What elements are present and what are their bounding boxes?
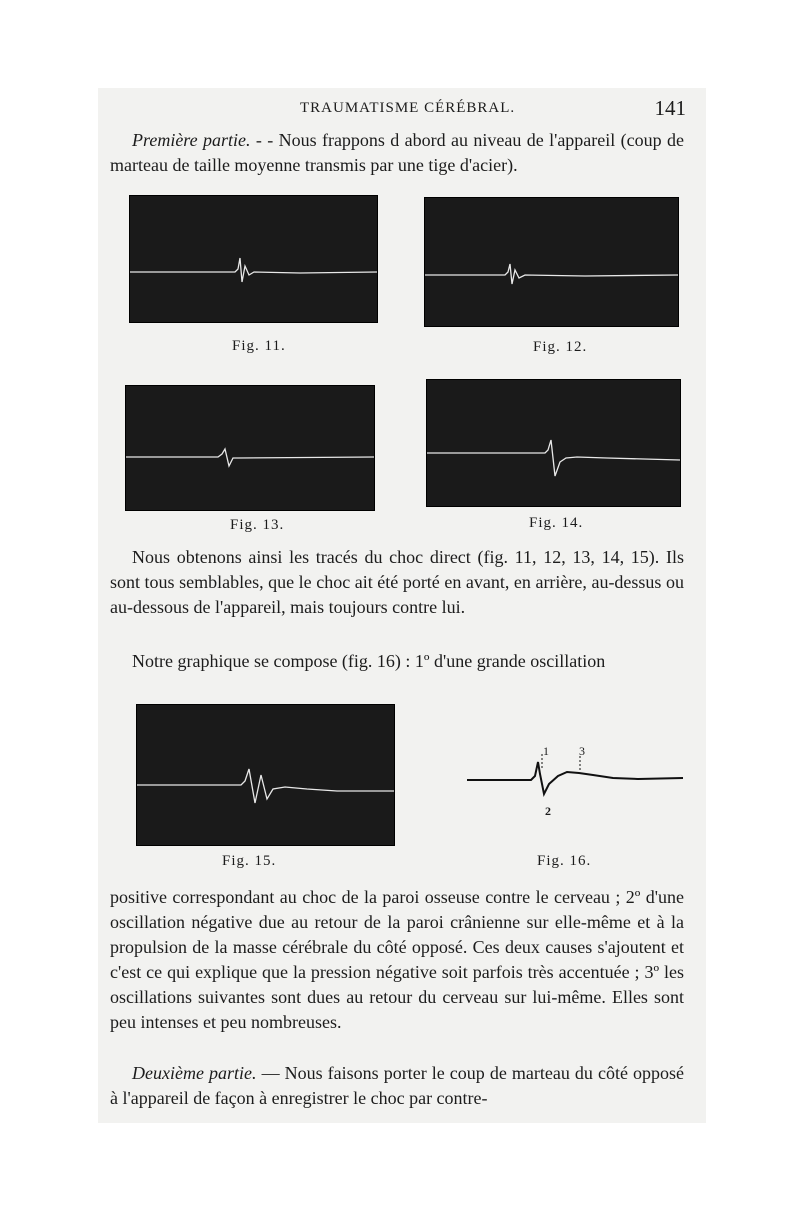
figure-16-caption: Fig. 16. bbox=[537, 853, 592, 869]
figure-15-trace bbox=[136, 704, 395, 846]
paragraph-4-text: — Nous faisons porter le coup de marteau du côté opposé à l'appareil de façon à enregistrer le choc par contre- bbox=[110, 1063, 684, 1108]
figure-15-caption: Fig. 15. bbox=[222, 853, 277, 869]
figure-12-trace bbox=[424, 197, 679, 327]
figure-14-caption: Fig. 14. bbox=[529, 515, 584, 531]
figure-16-label-2: 2 bbox=[545, 804, 551, 818]
section-lead-deuxieme: Deuxième partie. bbox=[132, 1063, 257, 1083]
paragraph-4 bbox=[110, 1061, 684, 1111]
paragraph-1: Nous obtenons ainsi les tracés du choc direct (fig. 11, 12, 13, 14, 15). Ils sont tous semblables, que le choc ait été porté en avant, en arrière, au-dessus ou au-dessous de l'appareil, mais toujours contre lui. bbox=[110, 547, 684, 617]
paragraph-2: Notre graphique se compose (fig. 16) : 1º d'une grande oscillation bbox=[132, 651, 606, 671]
figure-16-label-3: 3 bbox=[579, 744, 585, 758]
paragraph-3: positive correspondant au choc de la paroi osseuse contre le cerveau ; 2º d'une oscillation négative due au retour de la paroi crânienne sur elle-même et à la propulsion de la masse cérébrale du côté opposé. Ces deux causes s'ajoutent et c'est ce qui explique que la pression négative soit parfois très accentuée ; 3º les oscillations suivantes sont dues au retour du cerveau sur lui-même. Elles sont peu intenses et peu nombreuses. bbox=[110, 887, 684, 1032]
figure-11-caption: Fig. 11. bbox=[232, 338, 286, 354]
figure-11-trace bbox=[129, 195, 378, 323]
figure-14-trace bbox=[426, 379, 681, 507]
page-number: 141 bbox=[654, 96, 686, 120]
figure-13-trace bbox=[125, 385, 375, 511]
intro-paragraph bbox=[110, 128, 684, 178]
page-header bbox=[110, 96, 690, 126]
figure-16-label-1: 1 bbox=[543, 744, 549, 758]
figure-13-caption: Fig. 13. bbox=[230, 517, 285, 533]
figure-16-diagram bbox=[463, 740, 685, 825]
section-lead-premiere: Première partie. bbox=[132, 130, 251, 150]
figure-12-caption: Fig. 12. bbox=[533, 339, 588, 355]
intro-text: - - Nous frappons d abord au niveau de l'appareil (coup de marteau de taille moyenne transmis par une tige d'acier). bbox=[110, 130, 684, 175]
running-title: TRAUMATISME CÉRÉBRAL. bbox=[300, 100, 516, 116]
